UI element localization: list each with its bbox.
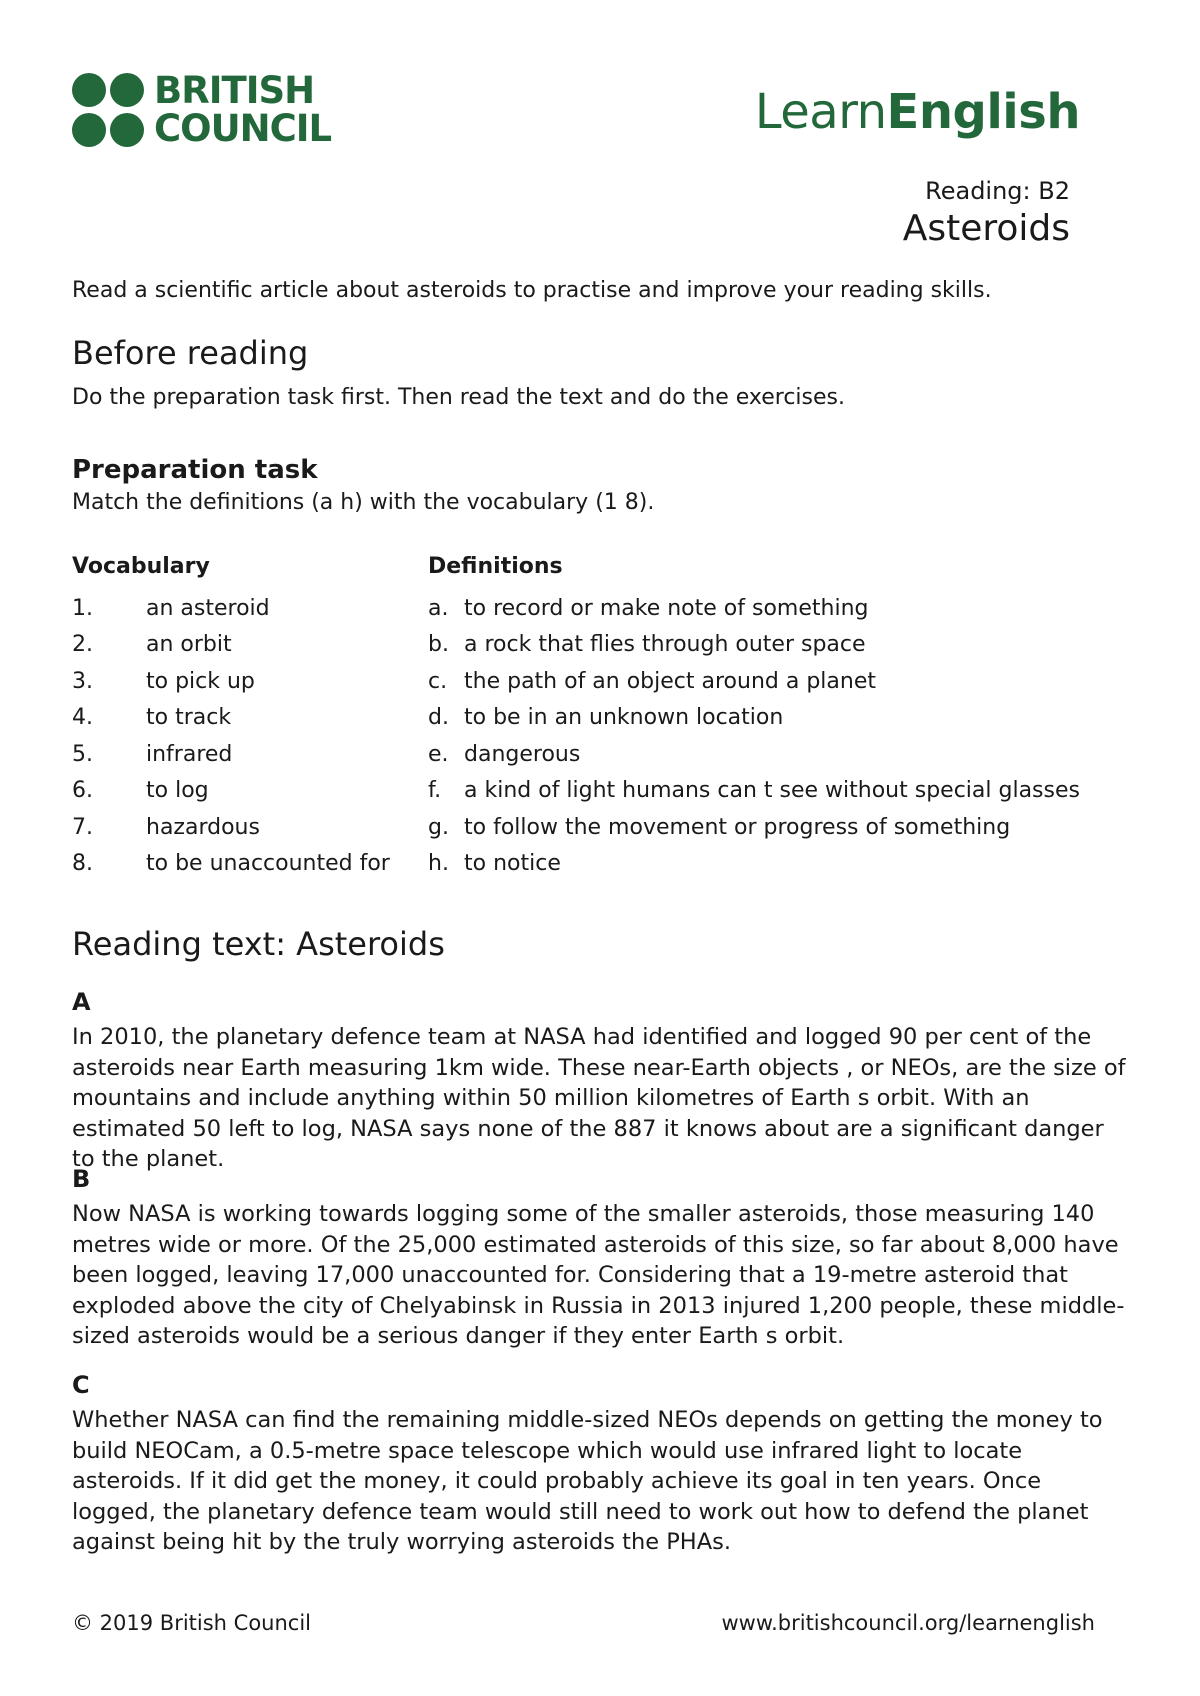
section-letter-c: C [72, 1371, 90, 1399]
section-letter-b: B [72, 1165, 91, 1193]
brand-wordmark [154, 69, 332, 150]
vocab-word: an asteroid [146, 595, 270, 621]
vocabulary-heading: Vocabulary [72, 554, 210, 579]
british-council-logo [72, 69, 332, 150]
preparation-instruction: Match the definitions (a h) with the vocabulary (1 8). [72, 490, 655, 515]
vocabulary-table [72, 590, 1080, 882]
copyright-text: © 2019 British Council [72, 1611, 312, 1635]
vocab-word: hazardous [146, 814, 260, 840]
row-number: 4. [72, 705, 93, 731]
definition-text: to be in an unknown location [464, 705, 784, 731]
table-row [72, 700, 1080, 737]
section-paragraph-a: In 2010, the planetary defence team at NASA had identified and logged 90 per cent of the asteroids near Earth measuring 1km wide. These near-Earth objects , or NEOs, are the size of mountains and include anything within 50 million kilometres of Earth s orbit. With an estimated 50 left to log, NASA says none of the 887 it knows about are a significant danger to the planet. [72, 1024, 1126, 1172]
definition-text: to record or make note of something [464, 595, 869, 621]
row-number: 7. [72, 814, 93, 840]
definition-letter: c. [428, 668, 448, 694]
definition-text: a rock that flies through outer space [464, 632, 866, 658]
vocab-word: to be unaccounted for [146, 851, 390, 877]
row-number: 6. [72, 778, 93, 804]
definition-text: to follow the movement or progress of something [464, 814, 1011, 840]
table-row [72, 773, 1080, 810]
learn-suffix: English [886, 84, 1080, 140]
definition-text: dangerous [464, 741, 581, 767]
vocab-word: to track [146, 705, 232, 731]
definition-letter: b. [428, 632, 449, 658]
row-number: 3. [72, 668, 93, 694]
definition-letter: f. [428, 778, 442, 804]
learn-prefix: Learn [754, 84, 887, 140]
section-letter-a: A [72, 988, 91, 1016]
logo-dots-icon [72, 73, 144, 147]
website-link[interactable]: www.britishcouncil.org/learnenglish [721, 1611, 1095, 1635]
section-paragraph-b: Now NASA is working towards logging some of the smaller asteroids, those measuring 140 metres wide or more. Of the 25,000 estimated asteroids of this size, so far about 8,000 have been logged, leaving 17,000 unaccounted for. Considering that a 19-metre asteroid that exploded above the city of Chelyabinsk in Russia in 2013 injured 1,200 people, these middle-sized asteroids would be a serious danger if they enter Earth s orbit. [72, 1201, 1125, 1349]
definition-text: the path of an object around a planet [464, 668, 876, 694]
reading-text-heading: Reading text: Asteroids [72, 925, 445, 963]
definition-letter: e. [428, 741, 449, 767]
learnenglish-logo [755, 84, 1080, 140]
row-number: 5. [72, 741, 93, 767]
preparation-heading: Preparation task [72, 455, 318, 485]
definition-text: a kind of light humans can t see without special glasses [464, 778, 1080, 804]
vocab-word: to pick up [146, 668, 255, 694]
intro-text: Read a scientific article about asteroids to practise and improve your reading skills. [72, 278, 992, 303]
before-reading-text: Do the preparation task first. Then read the text and do the exercises. [72, 385, 845, 410]
definition-letter: d. [428, 705, 449, 731]
table-row [72, 846, 1080, 883]
table-row [72, 590, 1080, 627]
page-title: Asteroids [902, 208, 1070, 249]
table-row [72, 736, 1080, 773]
definition-text: to notice [464, 851, 561, 877]
brand-line-2: COUNCIL [154, 107, 332, 150]
definition-letter: a. [428, 595, 449, 621]
row-number: 2. [72, 632, 93, 658]
row-number: 1. [72, 595, 93, 621]
level-label: Reading: B2 [925, 177, 1070, 205]
definitions-heading: Definitions [428, 554, 563, 579]
brand-line-1: BRITISH [154, 69, 315, 112]
vocab-word: an orbit [146, 632, 232, 658]
definition-letter: h. [428, 851, 449, 877]
section-paragraph-c: Whether NASA can find the remaining middle-sized NEOs depends on getting the money to build NEOCam, a 0.5-metre space telescope which would use infrared light to locate asteroids. If it did get the money, it could probably achieve its goal in ten years. Once logged, the planetary defence team would still need to work out how to defend the planet against being hit by the truly worrying asteroids the PHAs. [72, 1407, 1103, 1555]
vocab-word: to log [146, 778, 209, 804]
definition-letter: g. [428, 814, 449, 840]
vocab-word: infrared [146, 741, 233, 767]
table-row [72, 627, 1080, 664]
row-number: 8. [72, 851, 93, 877]
table-row [72, 663, 1080, 700]
table-row [72, 809, 1080, 846]
before-reading-heading: Before reading [72, 334, 309, 372]
